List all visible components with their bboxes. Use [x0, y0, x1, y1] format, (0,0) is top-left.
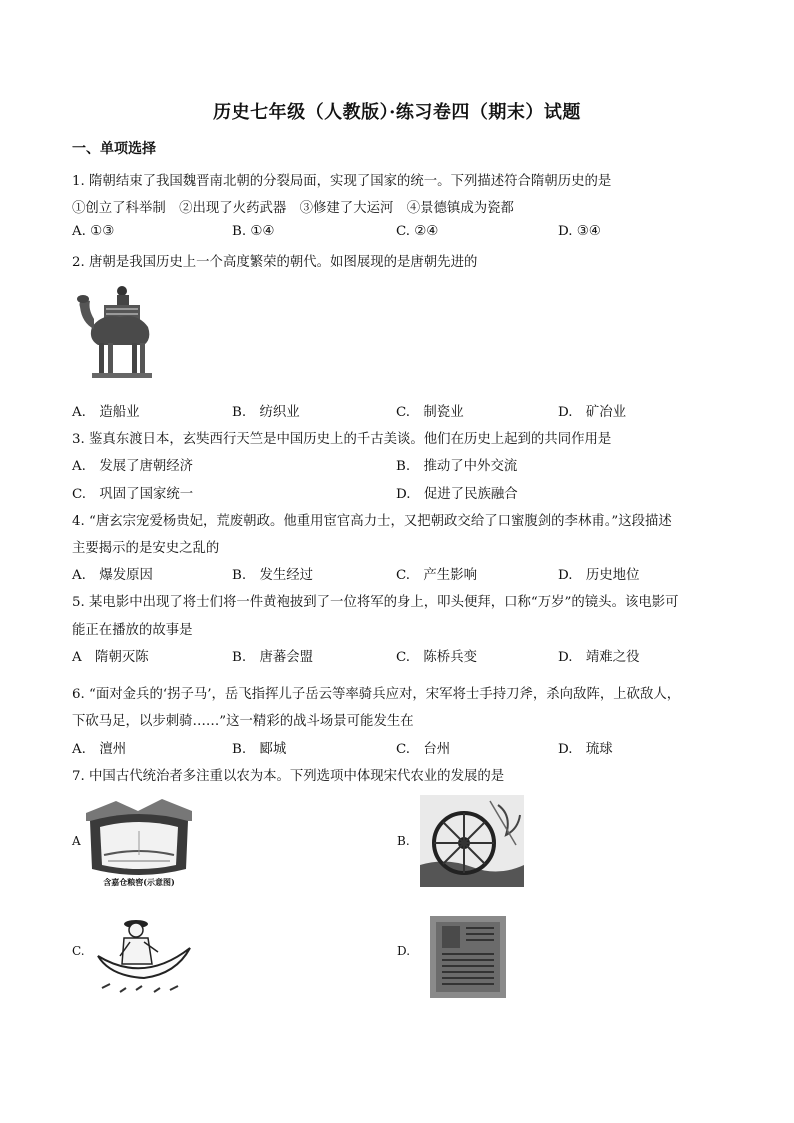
q5-option-a[interactable]: A 隋朝灭陈: [72, 650, 149, 665]
q7-option-d-label[interactable]: D.: [397, 944, 411, 958]
q4-stem-line1: 4. “唐玄宗宠爱杨贵妃，荒废朝政。他重用宦官高力士，又把朝政交给了口蜜腹剑的李林甫。”这段描述: [72, 514, 672, 529]
q1-option-b[interactable]: B. ①④: [232, 224, 275, 239]
q5-option-c[interactable]: C. 陈桥兵变: [396, 650, 477, 665]
q2-option-c[interactable]: C. 制瓷业: [396, 405, 464, 420]
q4-option-a[interactable]: A. 爆发原因: [72, 568, 153, 583]
granary-caption: 含嘉仓粮窖(示意图): [103, 877, 175, 887]
q4-option-d[interactable]: D. 历史地位: [558, 568, 640, 583]
q6-option-a[interactable]: A. 澶州: [72, 742, 127, 757]
q2-stem: 2. 唐朝是我国历史上一个高度繁荣的朝代。如图展现的是唐朝先进的: [72, 255, 478, 270]
q6-option-c[interactable]: C. 台州: [396, 742, 451, 757]
q7-option-a-figure[interactable]: [86, 795, 192, 891]
page-title: 历史七年级（人教版）·练习卷四（期末）试题: [213, 102, 581, 123]
q5-option-d[interactable]: D. 靖难之役: [558, 650, 640, 665]
q7-option-a-label[interactable]: A: [72, 834, 81, 848]
q3-option-c[interactable]: C. 巩固了国家统一: [72, 487, 194, 502]
boat-farmer-icon: [96, 912, 192, 1000]
paper-money-icon: [420, 912, 512, 1002]
q7-option-c-figure[interactable]: [96, 912, 192, 1000]
q3-option-b[interactable]: B. 推动了中外交流: [396, 459, 518, 474]
q7-option-b-figure[interactable]: [420, 795, 524, 887]
q2-option-a[interactable]: A. 造船业: [72, 405, 140, 420]
q7-option-b-label[interactable]: B.: [397, 834, 410, 848]
q1-option-d[interactable]: D. ③④: [558, 224, 601, 239]
q2-option-b[interactable]: B. 纺织业: [232, 405, 300, 420]
camel-figurine-icon: [72, 283, 158, 383]
q4-stem-line2: 主要揭示的是安史之乱的: [72, 541, 220, 556]
q1-option-c[interactable]: C. ②④: [396, 224, 439, 239]
q1-items: ①创立了科举制 ②出现了火药武器 ③修建了大运河 ④景德镇成为瓷都: [72, 201, 514, 216]
q7-stem: 7. 中国古代统治者多注重以农为本。下列选项中体现宋代农业的发展的是: [72, 769, 505, 784]
water-wheel-icon: [420, 795, 524, 887]
q1-stem: 1. 隋朝结束了我国魏晋南北朝的分裂局面，实现了国家的统一。下列描述符合隋朝历史的是: [72, 174, 612, 189]
q3-option-d[interactable]: D. 促进了民族融合: [396, 487, 518, 502]
q6-option-b[interactable]: B. 郾城: [232, 742, 287, 757]
q5-option-b[interactable]: B. 唐蕃会盟: [232, 650, 314, 665]
q5-stem-line1: 5. 某电影中出现了将士们将一件黄袍披到了一位将军的身上，叩头便拜，口称“万岁”的镜头。该电影可: [72, 595, 679, 610]
q5-stem-line2: 能正在播放的故事是: [72, 623, 193, 638]
q6-option-d[interactable]: D. 琉球: [558, 742, 613, 757]
section-heading: 一、单项选择: [72, 141, 156, 157]
q6-stem-line2: 下砍马足，以步刺骑……”这一精彩的战斗场景可能发生在: [72, 714, 414, 729]
q2-option-d[interactable]: D. 矿冶业: [558, 405, 627, 420]
q1-option-a[interactable]: A. ①③: [72, 224, 115, 239]
q6-stem-line1: 6. “面对金兵的‘拐子马’，岳飞指挥儿子岳云等率骑兵应对，宋军将士手持刀斧，杀向敌阵，上砍敌人，: [72, 687, 681, 702]
tang-camel-figure: [72, 283, 158, 383]
q7-option-d-figure[interactable]: [420, 912, 512, 1002]
q3-stem: 3. 鉴真东渡日本，玄奘西行天竺是中国历史上的千古美谈。他们在历史上起到的共同作用是: [72, 432, 612, 447]
q7-option-c-label[interactable]: C.: [72, 944, 85, 958]
q4-option-c[interactable]: C. 产生影响: [396, 568, 477, 583]
q3-option-a[interactable]: A. 发展了唐朝经济: [72, 459, 194, 474]
q4-option-b[interactable]: B. 发生经过: [232, 568, 314, 583]
